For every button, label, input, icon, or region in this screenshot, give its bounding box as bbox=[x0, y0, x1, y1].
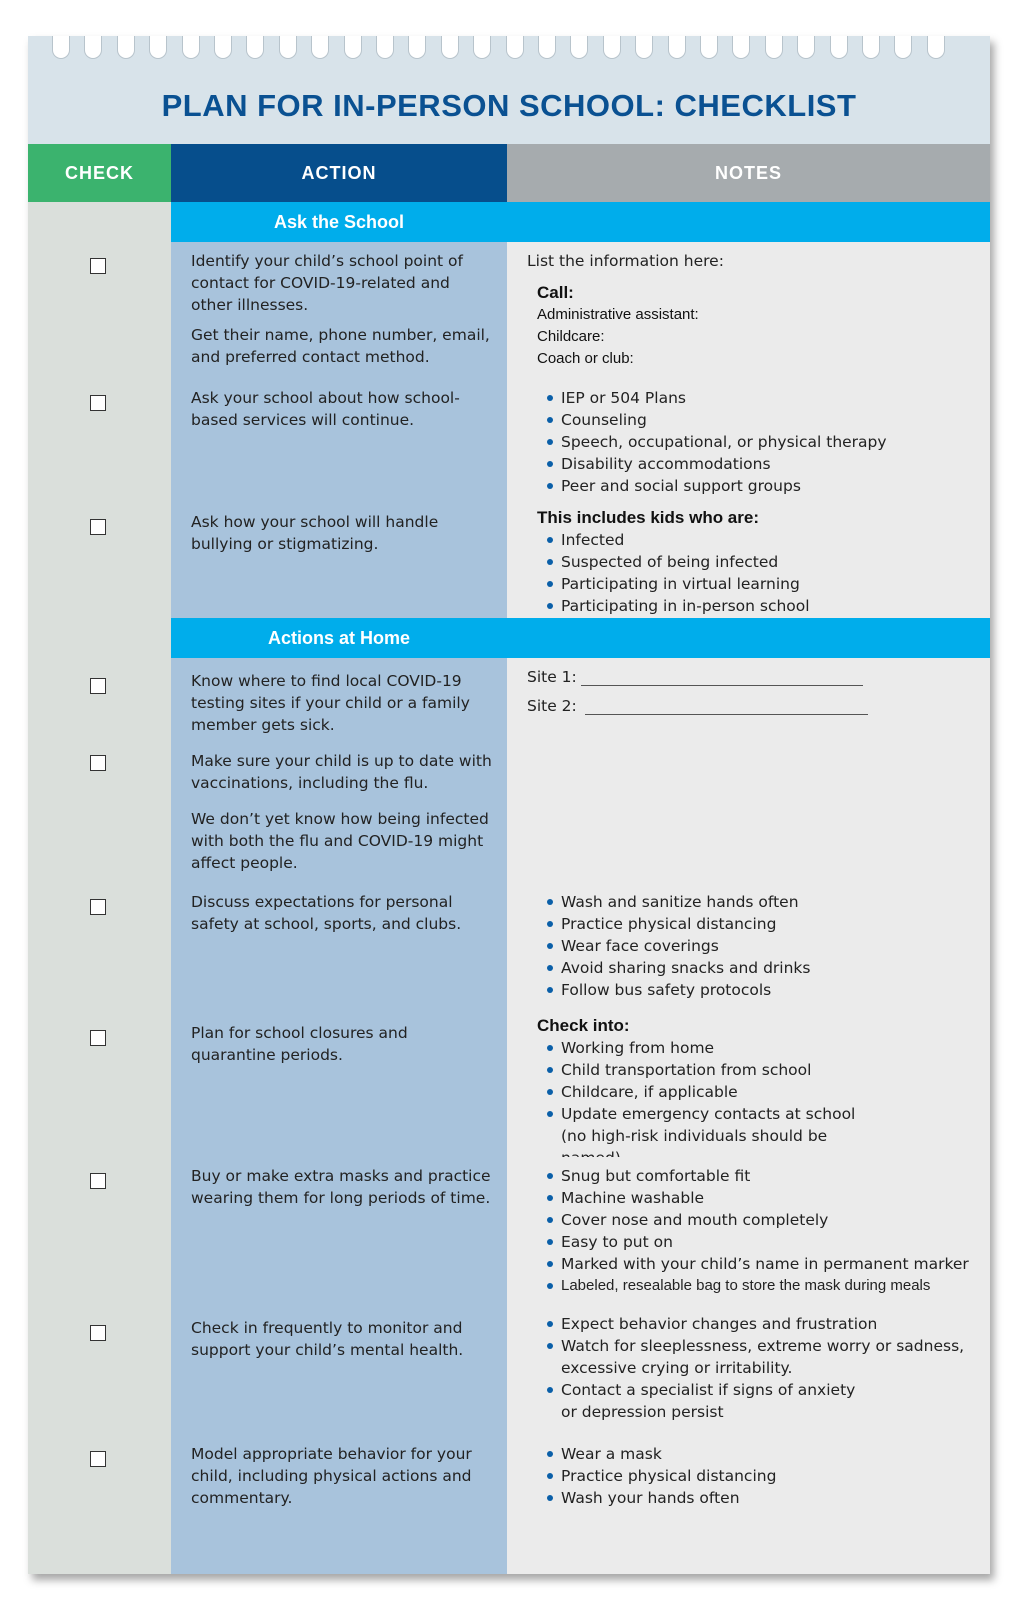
checkbox[interactable] bbox=[90, 258, 106, 274]
action-text: Plan for school closures and quarantine periods. bbox=[191, 1024, 408, 1064]
list-item: Watch for sleeplessness, extreme worry or sadness, excessive crying or irritability. bbox=[547, 1335, 967, 1379]
binder-ring bbox=[927, 36, 945, 59]
table-row bbox=[28, 658, 990, 740]
action-text: Model appropriate behavior for your child, including physical actions and commentary. bbox=[191, 1445, 472, 1507]
checkbox[interactable] bbox=[90, 519, 106, 535]
checkbox[interactable] bbox=[90, 1030, 106, 1046]
notes-text bbox=[527, 666, 977, 724]
action-text: Ask how your school will handle bullying or stigmatizing. bbox=[191, 513, 439, 553]
binder-rings bbox=[28, 36, 990, 70]
binder-ring bbox=[376, 36, 394, 59]
list-item: Infected bbox=[547, 529, 977, 551]
column-header-action: ACTION bbox=[171, 144, 507, 202]
checkbox[interactable] bbox=[90, 395, 106, 411]
action-text: Ask your school about how school-based services will continue. bbox=[191, 389, 460, 429]
section-title: Ask the School bbox=[273, 212, 405, 232]
table-row bbox=[28, 379, 990, 504]
list-item: Participating in in-person school bbox=[547, 595, 977, 617]
action-text: Identify your child’s school point of contact for COVID-19-related and other illnesses. Get their name, phone number, email, and preferred contact method. bbox=[191, 252, 490, 366]
table-row bbox=[28, 242, 990, 380]
list-item: Update emergency contacts at school (no high-risk individuals should be bbox=[547, 1103, 881, 1169]
table-row bbox=[28, 1435, 990, 1574]
checkbox[interactable] bbox=[90, 755, 106, 771]
binder-ring bbox=[182, 36, 200, 59]
notes-text bbox=[527, 387, 977, 497]
binder-ring bbox=[862, 36, 880, 59]
list-item: Wash your hands often bbox=[547, 1487, 977, 1509]
notes-text bbox=[527, 1443, 977, 1509]
list-item: Practice physical distancing bbox=[547, 913, 977, 935]
binder-ring bbox=[668, 36, 686, 59]
site-label: Site 2: bbox=[527, 697, 577, 715]
list-item: Child transportation from school bbox=[547, 1059, 977, 1081]
column-header-notes: NOTES bbox=[507, 144, 990, 202]
table-row bbox=[28, 1011, 990, 1158]
list-item: Childcare, if applicable bbox=[547, 1081, 977, 1103]
binder-ring bbox=[732, 36, 750, 59]
action-text: Check in frequently to monitor and support your child’s mental health. bbox=[191, 1319, 464, 1359]
binder-ring bbox=[149, 36, 167, 59]
notes-text: List the information here: Call: Administrative assistant: Childcare: Coach or club: bbox=[527, 252, 724, 367]
binder-ring bbox=[506, 36, 524, 59]
binder-ring bbox=[570, 36, 588, 59]
list-item: Avoid sharing snacks and drinks bbox=[547, 957, 977, 979]
table-row bbox=[28, 1157, 990, 1306]
table-row bbox=[28, 739, 990, 884]
header bbox=[28, 36, 990, 144]
list-item: Suspected of being infected bbox=[547, 551, 977, 573]
list-item: Disability accommodations bbox=[547, 453, 977, 475]
notes-text: This includes kids who are: Infected Suspected of being infected Participating in virtual learning Participating in in-person school bbox=[527, 507, 977, 617]
list-item: Wear a mask bbox=[547, 1443, 977, 1465]
action-text: Know where to find local COVID-19 testing sites if your child or a family member gets sick. bbox=[191, 672, 470, 734]
site-1-input-line[interactable] bbox=[581, 685, 863, 686]
list-item: Easy to put on bbox=[547, 1231, 987, 1253]
list-item: Peer and social support groups bbox=[547, 475, 977, 497]
notes-text bbox=[527, 891, 977, 1001]
list-item: Participating in virtual learning bbox=[547, 573, 977, 595]
site-2-input-line[interactable] bbox=[585, 714, 868, 715]
binder-ring bbox=[344, 36, 362, 59]
list-item: Wash and sanitize hands often bbox=[547, 891, 977, 913]
binder-ring bbox=[52, 36, 70, 59]
binder-ring bbox=[214, 36, 232, 59]
list-item: Follow bus safety protocols bbox=[547, 979, 977, 1001]
binder-ring bbox=[700, 36, 718, 59]
checkbox[interactable] bbox=[90, 1325, 106, 1341]
binder-ring bbox=[279, 36, 297, 59]
list-item: Expect behavior changes and frustration bbox=[547, 1313, 967, 1335]
notes-text bbox=[527, 1165, 987, 1297]
table-row bbox=[28, 503, 990, 619]
binder-ring bbox=[797, 36, 815, 59]
list-item: Marked with your child’s name in permanent marker bbox=[547, 1253, 987, 1275]
list-item: Labeled, resealable bag to store the mask during meals bbox=[547, 1275, 987, 1297]
list-item: Wear face coverings bbox=[547, 935, 977, 957]
page-title: PLAN FOR IN-PERSON SCHOOL: CHECKLIST bbox=[161, 88, 857, 123]
list-item: Working from home bbox=[547, 1037, 977, 1059]
binder-ring bbox=[311, 36, 329, 59]
binder-ring bbox=[473, 36, 491, 59]
action-text: Make sure your child is up to date with vaccinations, including the flu. We don’t yet know how being infected with both the flu and COVID-19 might affect people. bbox=[191, 752, 492, 872]
binder-ring bbox=[117, 36, 135, 59]
checklist-sheet bbox=[28, 36, 990, 1574]
list-item: Contact a specialist if signs of anxiety or depression persist bbox=[547, 1379, 871, 1423]
binder-ring bbox=[246, 36, 264, 59]
checkbox[interactable] bbox=[90, 1173, 106, 1189]
binder-ring bbox=[765, 36, 783, 59]
notes-text bbox=[527, 1313, 967, 1423]
binder-ring bbox=[538, 36, 556, 59]
checkbox[interactable] bbox=[90, 899, 106, 915]
site-label: Site 1: bbox=[527, 668, 577, 686]
list-item: Machine washable bbox=[547, 1187, 987, 1209]
section-ask-the-school bbox=[28, 202, 990, 242]
list-item: Practice physical distancing bbox=[547, 1465, 977, 1487]
binder-ring bbox=[635, 36, 653, 59]
binder-ring bbox=[441, 36, 459, 59]
section-title: Actions at Home bbox=[267, 628, 411, 648]
binder-ring bbox=[84, 36, 102, 59]
list-item: IEP or 504 Plans bbox=[547, 387, 977, 409]
binder-ring bbox=[603, 36, 621, 59]
binder-ring bbox=[408, 36, 426, 59]
list-item: Cover nose and mouth completely bbox=[547, 1209, 987, 1231]
column-header-check: CHECK bbox=[28, 144, 171, 202]
binder-ring bbox=[894, 36, 912, 59]
checkbox[interactable] bbox=[90, 678, 106, 694]
binder-ring bbox=[830, 36, 848, 59]
action-text: Discuss expectations for personal safety at school, sports, and clubs. bbox=[191, 893, 462, 933]
table-row bbox=[28, 1305, 990, 1436]
list-item: Snug but comfortable fit bbox=[547, 1165, 987, 1187]
section-actions-at-home bbox=[28, 618, 990, 658]
table-row bbox=[28, 883, 990, 1012]
list-item: Speech, occupational, or physical therapy bbox=[547, 431, 977, 453]
checkbox[interactable] bbox=[90, 1451, 106, 1467]
notes-text: Check into: Working from home Child transportation from school Childcare, if applicable Update emergency contacts at school (no high-risk individuals should be bbox=[527, 1015, 977, 1169]
action-text: Buy or make extra masks and practice wearing them for long periods of time. bbox=[191, 1167, 491, 1207]
list-item: Counseling bbox=[547, 409, 977, 431]
